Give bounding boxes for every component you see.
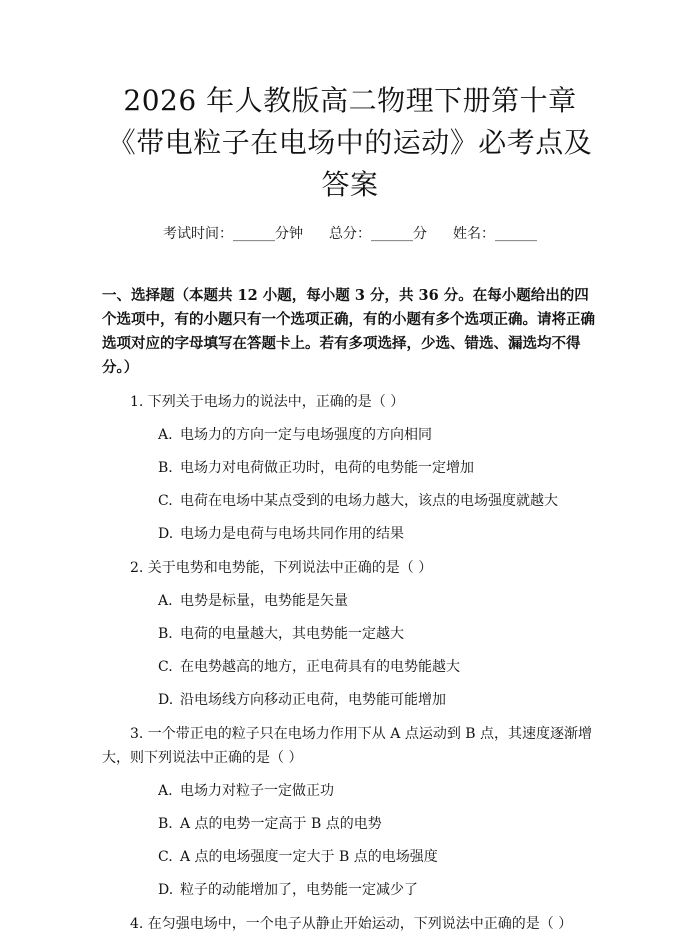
option-letter: B. [158,816,173,832]
answer-option [158,522,598,546]
option-text: 电场力是电荷与电场共同作用的结果 [180,526,404,542]
option-letter: D. [158,882,174,898]
option-letter: A. [158,593,173,609]
answer-option [158,779,598,803]
question-text: 3. 一个带正电的粒子只在电场力作用下从 A 点运动到 B 点，其速度逐渐增大，则下列说法中正确的是（ ） [102,726,593,766]
option-text: 电势是标量，电势能是矢量 [180,593,348,609]
answer-option [158,878,598,902]
question-item [102,722,598,902]
option-text: 电荷的电量越大，其电势能一定越大 [180,626,404,642]
option-text: 沿电场线方向移动正电荷，电势能可能增加 [180,692,446,708]
exam-name: 姓名：______ [453,226,537,242]
option-letter: A. [158,783,173,799]
question-item [102,556,598,712]
answer-option [158,845,598,869]
option-letter: C. [158,659,173,675]
exam-score: 总分：______分 [329,226,427,242]
question-item [102,912,598,936]
question-text: 1. 下列关于电场力的说法中，正确的是（ ） [130,394,405,410]
question-list [102,390,598,936]
question-item [102,390,598,546]
exam-meta [102,224,598,244]
option-text: 电场力对粒子一定做正功 [180,783,334,799]
option-letter: D. [158,692,174,708]
option-letter: B. [158,626,173,642]
option-text: A 点的电势一定高于 B 点的电势 [180,816,382,832]
document-title: 2026 年人教版高二物理下册第十章《带电粒子在电场中的运动》必考点及答案 [107,84,593,201]
option-letter: C. [158,493,173,509]
answer-option [158,688,598,712]
exam-time: 考试时间：______分钟 [163,226,303,242]
answer-option [158,489,598,513]
answer-option [158,456,598,480]
option-text: 电场力对电荷做正功时，电荷的电势能一定增加 [180,460,474,476]
answer-option [158,622,598,646]
section-heading: 一、选择题（本题共 12 小题，每小题 3 分，共 36 分。在每小题给出的四个选项中，有的小题只有一个选项正确，有的小题有多个选项正确。请将正确选项对应的字母填写在答题卡上。若有多项选择，少选、错选、漏选均不得分。） [102,287,595,376]
question-text: 2. 关于电势和电势能，下列说法中正确的是（ ） [130,560,433,576]
option-letter: D. [158,526,174,542]
answer-option [158,589,598,613]
option-text: 在电势越高的地方，正电荷具有的电势能越大 [180,659,460,675]
option-letter: B. [158,460,173,476]
answer-option [158,423,598,447]
option-letter: A. [158,427,173,443]
option-text: 电荷在电场中某点受到的电场力越大，该点的电场强度就越大 [180,493,558,509]
answer-option [158,812,598,836]
option-text: 电场力的方向一定与电场强度的方向相同 [180,427,432,443]
question-text: 4. 在匀强电场中，一个电子从静止开始运动，下列说法中正确的是（ ） [130,916,573,932]
option-letter: C. [158,849,173,865]
option-text: A 点的电场强度一定大于 B 点的电场强度 [180,849,438,865]
option-text: 粒子的动能增加了，电势能一定减少了 [180,882,418,898]
answer-option [158,655,598,679]
